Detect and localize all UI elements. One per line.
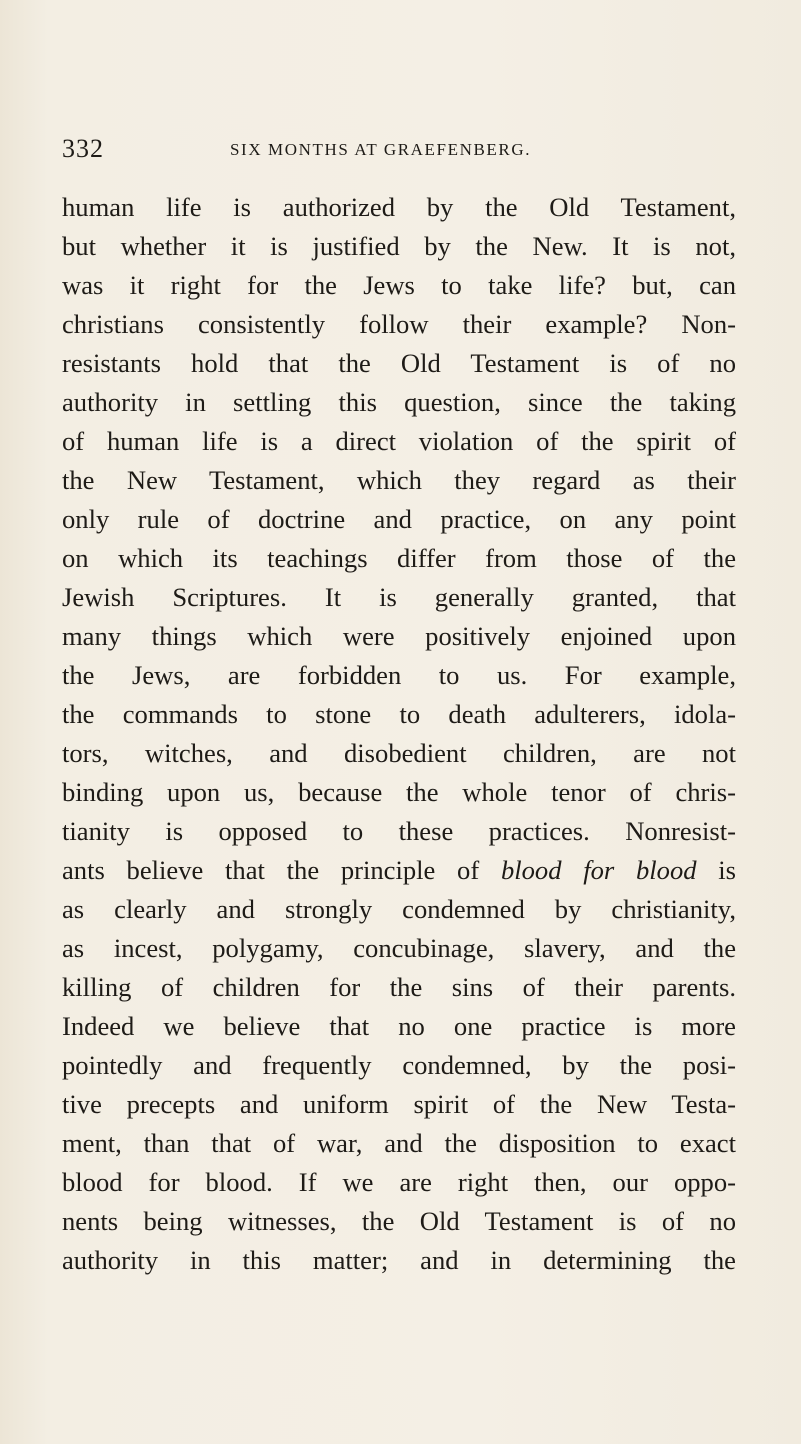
text-line: many things which were positively enjoined upon <box>62 621 736 651</box>
text-line: Jewish Scriptures. It is generally granted, that <box>62 582 736 612</box>
text-line: of human life is a direct violation of the spirit of <box>62 426 736 456</box>
text-line: was it right for the Jews to take life? but, can <box>62 270 736 300</box>
italic-phrase: blood for blood <box>500 855 697 885</box>
text-line: resistants hold that the Old Testament is of no <box>62 348 736 378</box>
text-line: authority in this matter; and in determining the <box>62 1245 736 1275</box>
text-line: ment, than that of war, and the disposition to exact <box>62 1128 736 1158</box>
text-line: as clearly and strongly condemned by christianity, <box>62 894 736 924</box>
text-line: binding upon us, because the whole tenor of chris- <box>62 777 736 807</box>
text-segment: is <box>696 855 736 885</box>
text-line: the Jews, are forbidden to us. For example, <box>62 660 736 690</box>
text-line: but whether it is justified by the New. It is not, <box>62 231 736 261</box>
text-line: on which its teachings differ from those of the <box>62 543 736 573</box>
text-line: christians consistently follow their example? Non- <box>62 309 736 339</box>
text-line: Indeed we believe that no one practice is more <box>62 1011 736 1041</box>
text-line: human life is authorized by the Old Testament, <box>62 192 736 222</box>
text-line-emphasis <box>62 851 736 890</box>
text-line: tianity is opposed to these practices. Nonresist- <box>62 816 736 846</box>
text-line: only rule of doctrine and practice, on any point <box>62 504 736 534</box>
text-line: tors, witches, and disobedient children, are not <box>62 738 736 768</box>
text-line: blood for blood. If we are right then, our oppo- <box>62 1167 736 1197</box>
text-line: pointedly and frequently condemned, by the posi- <box>62 1050 736 1080</box>
text-line: as incest, polygamy, concubinage, slavery, and the <box>62 933 736 963</box>
page-number: 332 <box>62 134 104 163</box>
text-line: killing of children for the sins of their parents. <box>62 972 736 1002</box>
running-title: SIX MONTHS AT GRAEFENBERG. <box>230 140 532 159</box>
body-text <box>62 188 736 1280</box>
text-segment: ants believe that the principle of <box>62 855 501 885</box>
text-line: the New Testament, which they regard as their <box>62 465 736 495</box>
text-line: nents being witnesses, the Old Testament is of no <box>62 1206 736 1236</box>
text-line: authority in settling this question, since the taking <box>62 387 736 417</box>
running-head <box>62 134 742 164</box>
text-line: tive precepts and uniform spirit of the New Testa- <box>62 1089 736 1119</box>
text-line: the commands to stone to death adulterers, idola- <box>62 699 736 729</box>
